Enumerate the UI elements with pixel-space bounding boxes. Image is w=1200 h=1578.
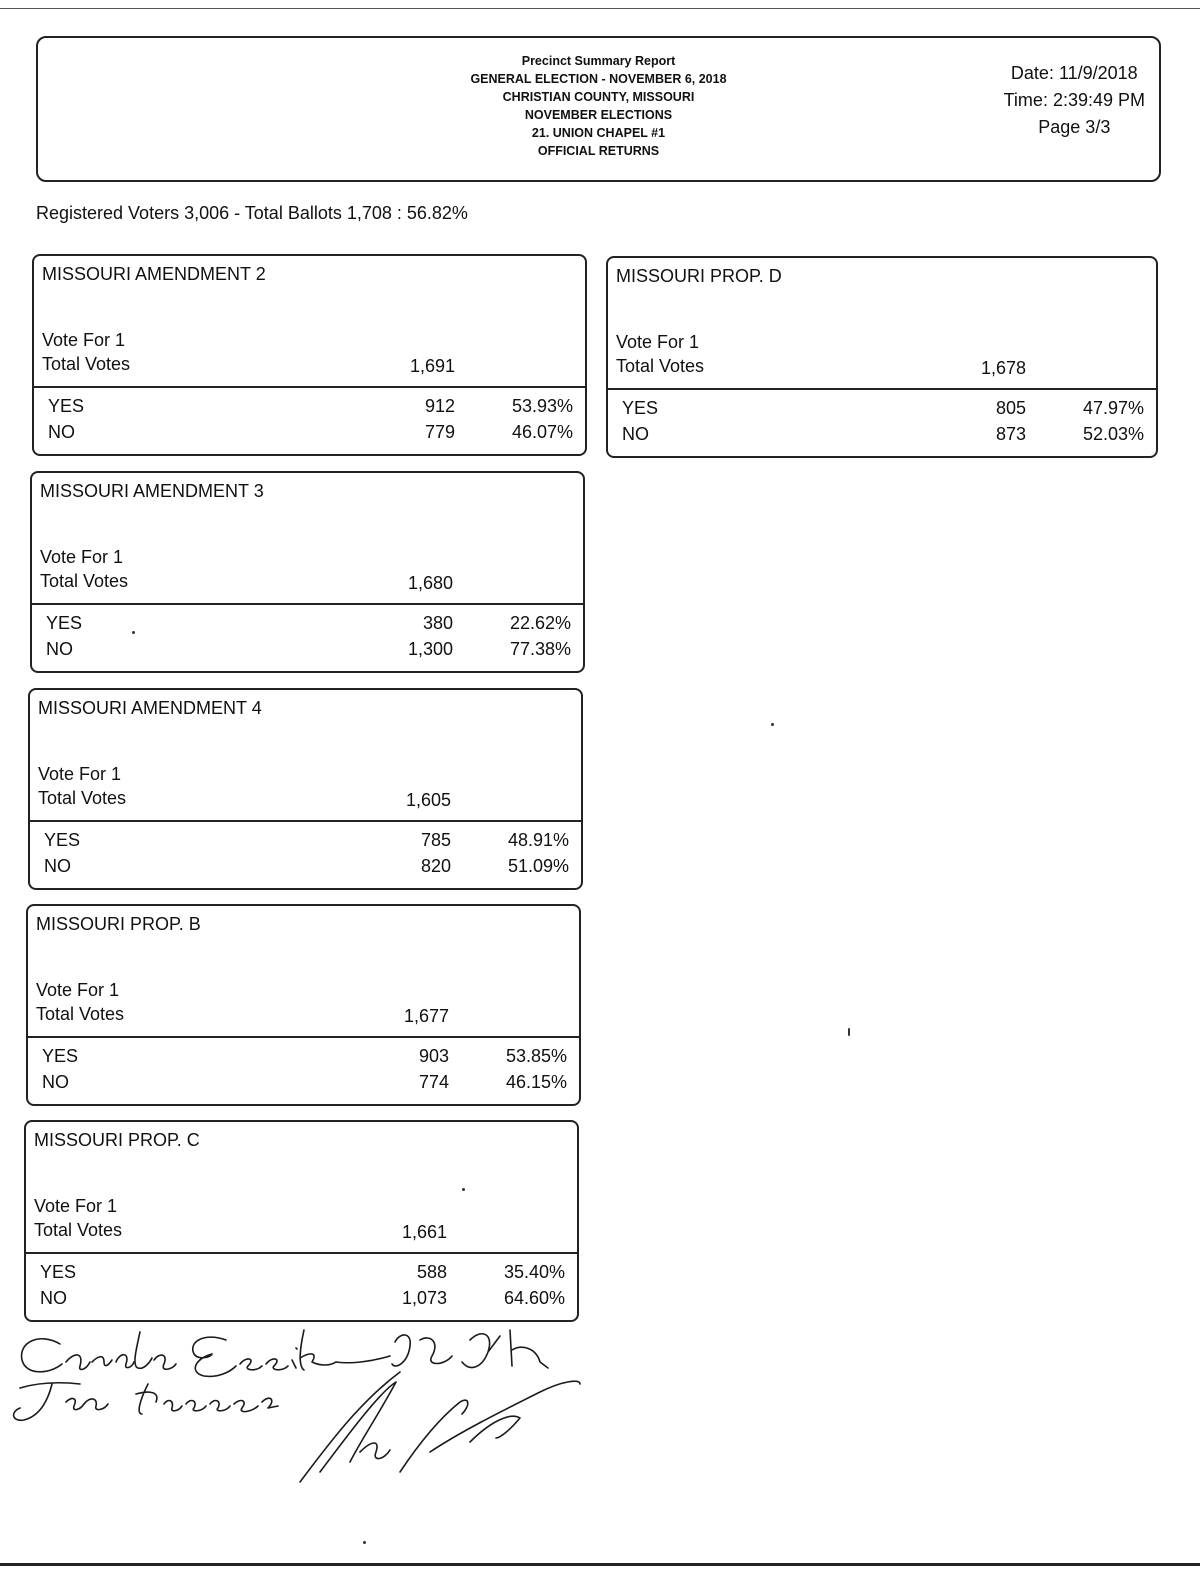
total-votes-value: 1,677	[403, 1006, 449, 1026]
choice-name: NO	[46, 639, 73, 659]
choice-percent: 35.40%	[503, 1262, 565, 1282]
choice-row-no	[30, 856, 581, 882]
total-votes-label: Total Votes	[38, 788, 127, 808]
choice-votes: 785	[420, 830, 451, 850]
turnout-summary: Registered Voters 3,006 - Total Ballots 1,708 : 56.82%	[36, 203, 468, 223]
contest-divider	[32, 603, 583, 605]
choice-percent: 64.60%	[503, 1288, 565, 1308]
county-name: CHRISTIAN COUNTY, MISSOURI	[502, 90, 695, 104]
total-votes-label: Total Votes	[36, 1004, 125, 1024]
total-votes-value: 1,678	[980, 358, 1026, 378]
signature-block	[0, 1322, 600, 1492]
contest-title: MISSOURI AMENDMENT 3	[40, 481, 264, 501]
choice-percent: 51.09%	[507, 856, 569, 876]
contest-divider	[28, 1036, 579, 1038]
contest-divider	[26, 1252, 577, 1254]
choice-row-yes	[34, 396, 585, 422]
choice-name: NO	[40, 1288, 67, 1308]
choice-row-no	[32, 639, 583, 665]
contest-amendment-2	[32, 254, 587, 456]
choice-votes: 774	[418, 1072, 449, 1092]
choice-row-yes	[32, 613, 583, 639]
total-votes-label: Total Votes	[42, 354, 131, 374]
scan-speck	[132, 631, 135, 634]
top-scan-edge	[0, 8, 1200, 9]
total-votes-value: 1,680	[407, 573, 453, 593]
total-votes-label: Total Votes	[40, 571, 129, 591]
choice-percent: 22.62%	[509, 613, 571, 633]
vote-for: Vote For 1	[616, 332, 700, 352]
page-number: Page 3/3	[1038, 117, 1111, 137]
vote-for: Vote For 1	[42, 330, 126, 350]
vote-for: Vote For 1	[34, 1196, 118, 1216]
precinct-name: 21. UNION CHAPEL #1	[531, 126, 666, 140]
choice-name: NO	[622, 424, 649, 444]
choice-votes: 1,300	[407, 639, 453, 659]
choice-percent: 52.03%	[1082, 424, 1144, 444]
election-name: GENERAL ELECTION - NOVEMBER 6, 2018	[470, 72, 727, 86]
choice-votes: 820	[420, 856, 451, 876]
scan-speck	[771, 723, 774, 726]
choice-row-yes	[30, 830, 581, 856]
vote-for: Vote For 1	[36, 980, 120, 1000]
choice-percent: 47.97%	[1082, 398, 1144, 418]
contest-prop-d	[606, 256, 1158, 458]
choice-votes: 588	[416, 1262, 447, 1282]
contest-divider	[34, 386, 585, 388]
choice-votes: 912	[424, 396, 455, 416]
choice-name: YES	[42, 1046, 79, 1066]
choice-votes: 873	[995, 424, 1026, 444]
choice-percent: 48.91%	[507, 830, 569, 850]
report-header	[36, 36, 1161, 182]
report-header-title-block	[38, 52, 1159, 160]
choice-votes: 1,073	[401, 1288, 447, 1308]
choice-percent: 46.07%	[511, 422, 573, 442]
contest-prop-b	[26, 904, 581, 1106]
bottom-scan-edge	[0, 1563, 1200, 1566]
choice-percent: 46.15%	[505, 1072, 567, 1092]
scan-speck	[848, 1028, 850, 1036]
election-group: NOVEMBER ELECTIONS	[524, 108, 673, 122]
total-votes-value: 1,605	[405, 790, 451, 810]
choice-name: YES	[622, 398, 659, 418]
contest-title: MISSOURI AMENDMENT 2	[42, 264, 266, 284]
choice-row-yes	[28, 1046, 579, 1072]
choice-row-no	[608, 424, 1156, 450]
contest-amendment-3	[30, 471, 585, 673]
choice-votes: 805	[995, 398, 1026, 418]
choice-name: NO	[42, 1072, 69, 1092]
report-date: Date: 11/9/2018	[1010, 63, 1138, 83]
total-votes-value: 1,691	[409, 356, 455, 376]
choice-percent: 53.85%	[505, 1046, 567, 1066]
signature-lisa-russell	[14, 1383, 278, 1420]
choice-row-no	[28, 1072, 579, 1098]
choice-name: YES	[46, 613, 83, 633]
choice-votes: 380	[422, 613, 453, 633]
choice-percent: 53.93%	[511, 396, 573, 416]
report-time: Time: 2:39:49 PM	[1003, 90, 1145, 110]
choice-name: YES	[40, 1262, 77, 1282]
contest-title: MISSOURI PROP. B	[36, 914, 201, 934]
choice-name: YES	[44, 830, 81, 850]
choice-name: NO	[44, 856, 71, 876]
choice-name: YES	[48, 396, 85, 416]
scan-speck	[363, 1541, 366, 1544]
total-votes-label: Total Votes	[616, 356, 705, 376]
signature-carle-essick	[22, 1330, 548, 1376]
vote-for: Vote For 1	[38, 764, 122, 784]
contest-amendment-4	[28, 688, 583, 890]
contest-divider	[30, 820, 581, 822]
contest-divider	[608, 388, 1156, 390]
contest-title: MISSOURI AMENDMENT 4	[38, 698, 262, 718]
choice-votes: 779	[424, 422, 455, 442]
choice-votes: 903	[418, 1046, 449, 1066]
choice-row-yes	[26, 1262, 577, 1288]
contest-prop-c	[24, 1120, 579, 1322]
choice-row-no	[26, 1288, 577, 1314]
scan-speck	[462, 1188, 465, 1191]
returns-type: OFFICIAL RETURNS	[537, 144, 660, 158]
choice-percent: 77.38%	[509, 639, 571, 659]
choice-row-no	[34, 422, 585, 448]
contest-title: MISSOURI PROP. D	[616, 266, 782, 286]
report-type: Precinct Summary Report	[521, 54, 676, 68]
total-votes-label: Total Votes	[34, 1220, 123, 1240]
choice-row-yes	[608, 398, 1156, 424]
total-votes-value: 1,661	[401, 1222, 447, 1242]
signature-initials	[300, 1372, 580, 1482]
contest-title: MISSOURI PROP. C	[34, 1130, 200, 1150]
vote-for: Vote For 1	[40, 547, 124, 567]
choice-name: NO	[48, 422, 75, 442]
report-meta	[1004, 60, 1145, 141]
